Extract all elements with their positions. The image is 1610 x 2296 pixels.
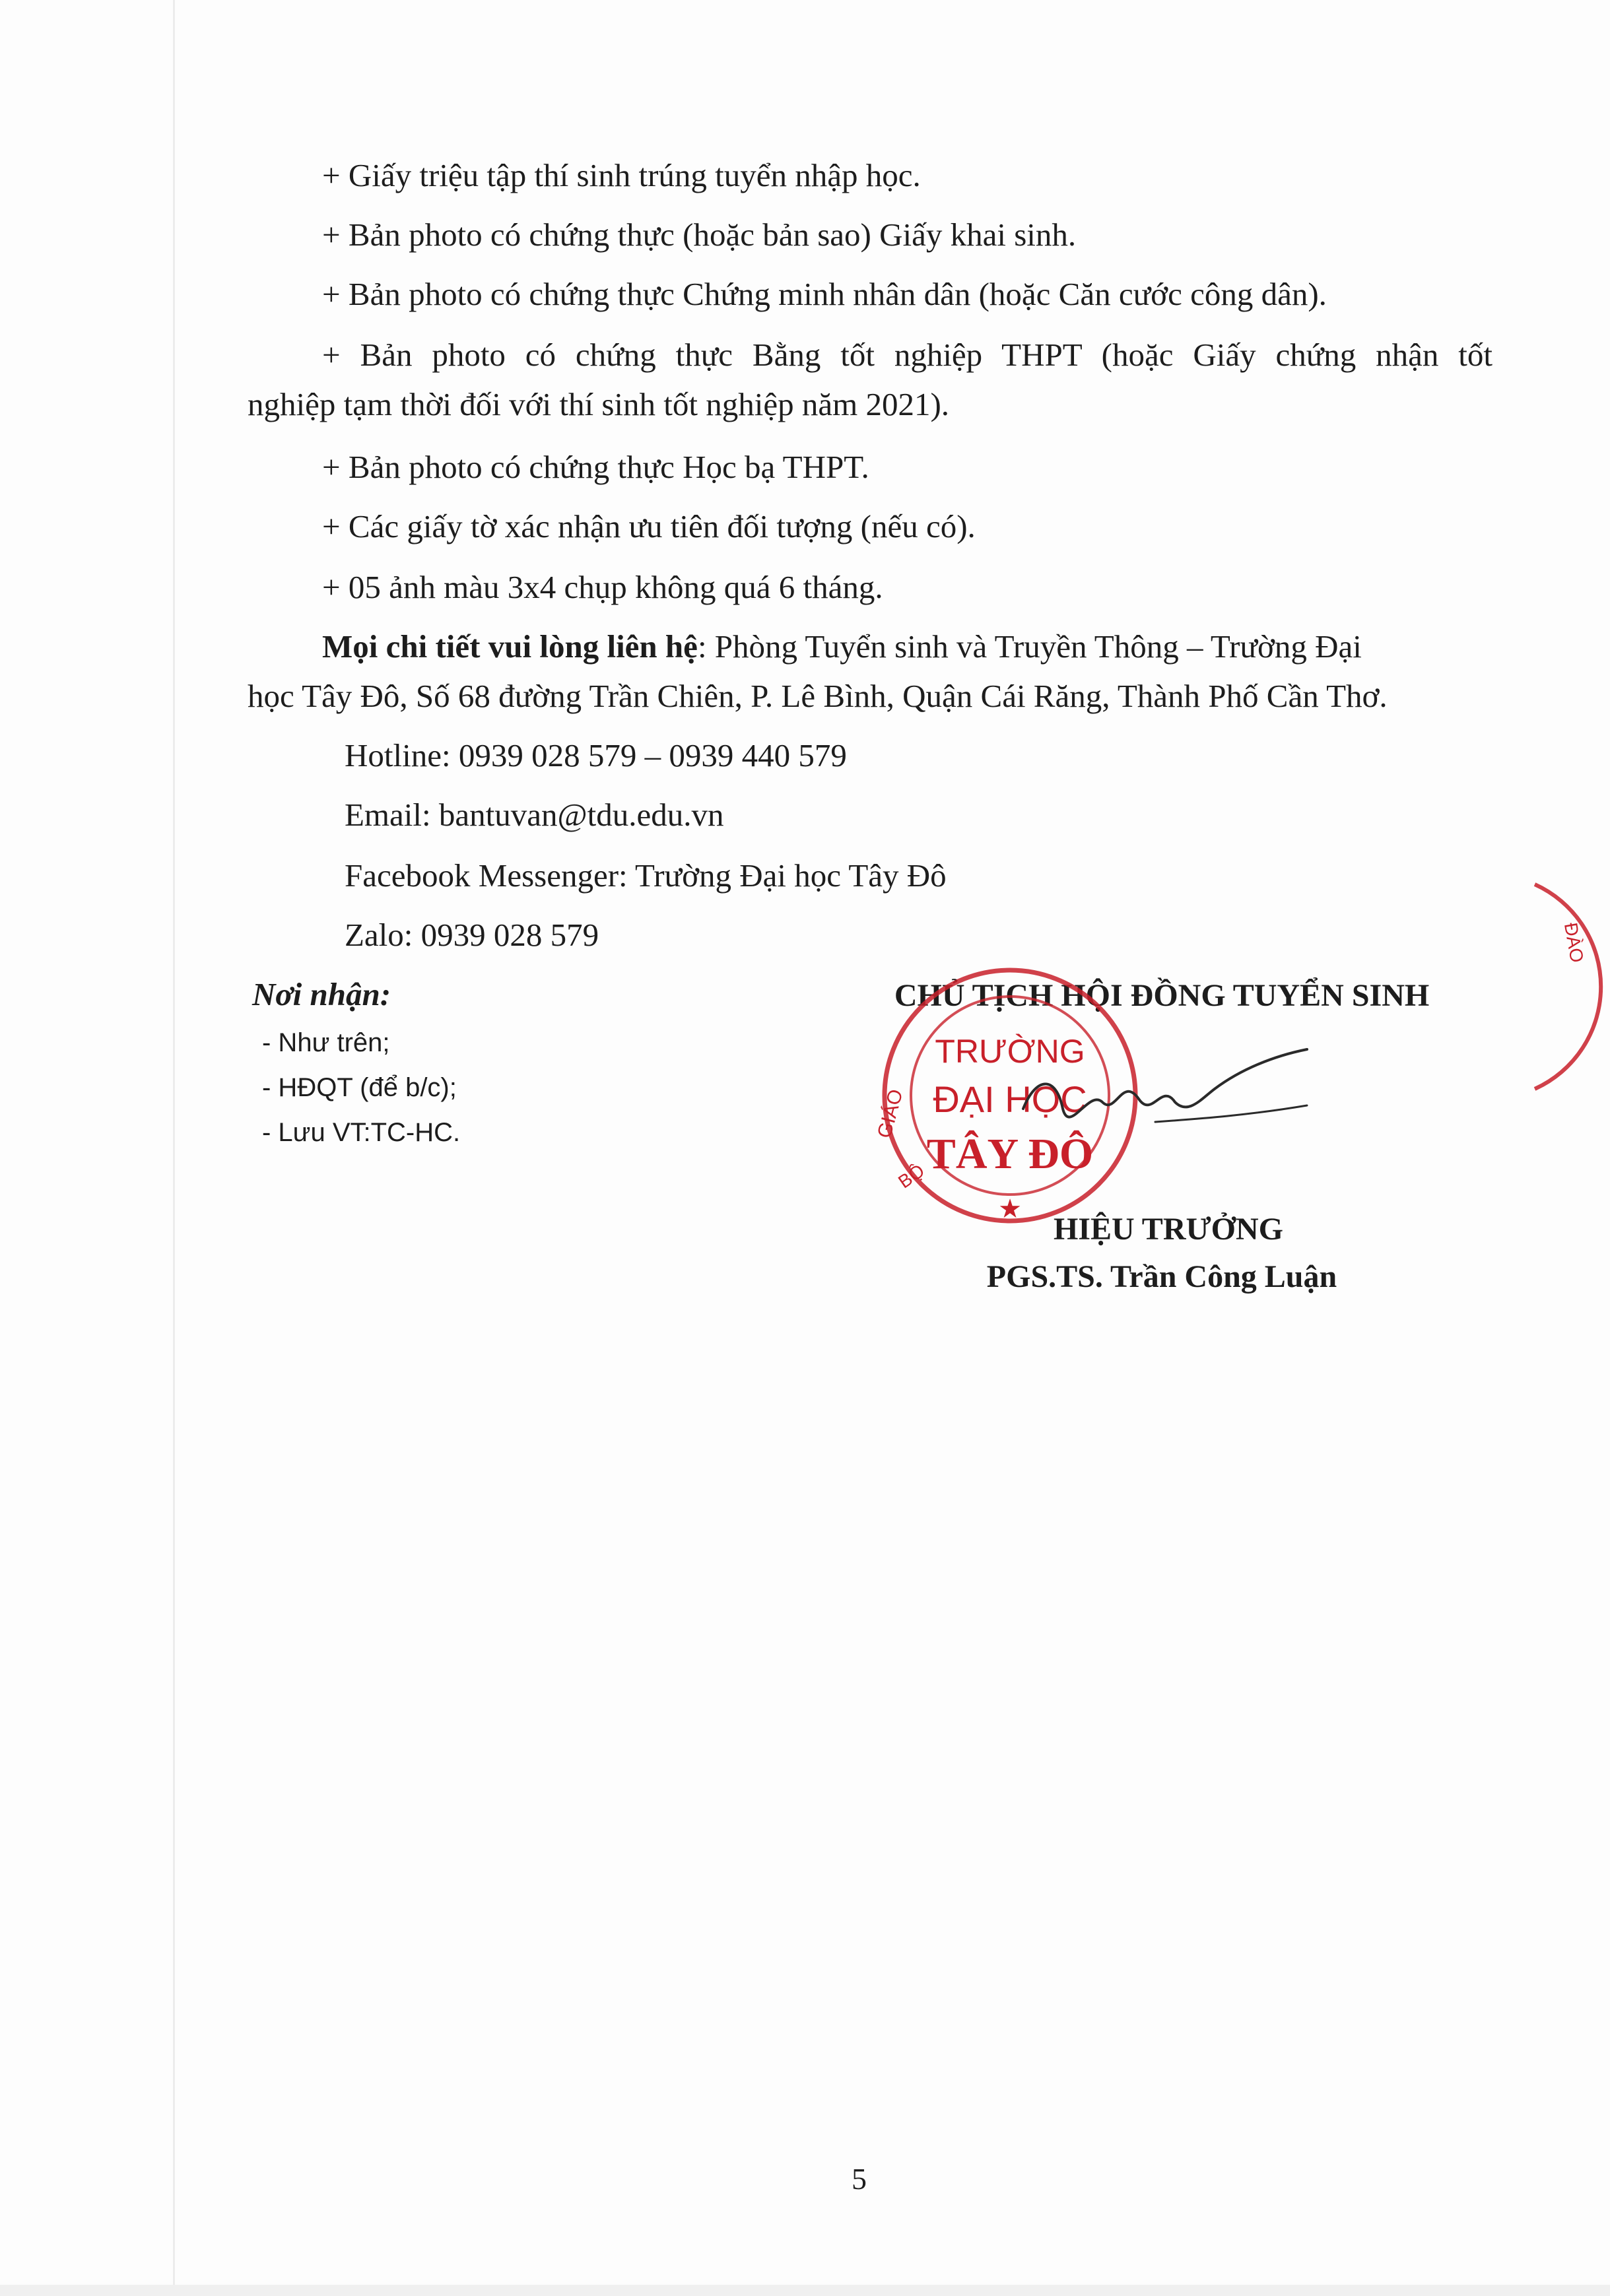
recipient-item: - HĐQT (để b/c); (262, 1073, 457, 1102)
requirement-line: + Bản photo có chứng thực (hoặc bản sao) Giấy khai sinh. (322, 216, 1077, 253)
facebook: Facebook Messenger: Trường Đại học Tây Đô (345, 857, 947, 894)
requirement-line: + Bản photo có chứng thực Chứng minh nhân dân (hoặc Căn cước công dân). (322, 276, 1327, 312)
stamp2-ring-right: ĐÀO (1560, 921, 1588, 964)
stamp-ring-bottom: BỘ (894, 1160, 929, 1193)
email: Email: bantuvan@tdu.edu.vn (345, 797, 724, 833)
recipients-title: Nơi nhận: (252, 976, 391, 1012)
stamp-line2: ĐẠI HỌC (933, 1078, 1087, 1120)
page-number: 5 (852, 2162, 867, 2196)
contact-line1-rest: : Phòng Tuyển sinh và Truyền Thông – Trường Đại (697, 628, 1362, 665)
contact-label: Mọi chi tiết vui lòng liên hệ (322, 628, 698, 665)
zalo: Zalo: 0939 028 579 (345, 917, 599, 953)
requirement-line: + 05 ảnh màu 3x4 chụp không quá 6 tháng. (322, 569, 883, 605)
handwritten-signature (1010, 1036, 1320, 1148)
signature-role: HIỆU TRƯỞNG (1053, 1212, 1284, 1247)
contact-line-2: học Tây Đô, Số 68 đường Trần Chiên, P. Lê Bình, Quận Cái Răng, Thành Phố Cần Thơ. (248, 678, 1388, 714)
requirement-line: nghiệp tạm thời đối với thí sinh tốt nghiệp năm 2021). (248, 386, 950, 422)
requirement-line: + Giấy triệu tập thí sinh trúng tuyển nhập học. (322, 157, 921, 193)
scan-edge-left (173, 0, 175, 2296)
signature-position: CHỦ TỊCH HỘI ĐỒNG TUYỂN SINH (894, 978, 1430, 1013)
recipient-item: - Lưu VT:TC-HC. (262, 1118, 461, 1147)
star-icon: ★ (998, 1194, 1022, 1224)
stamp-line1: TRƯỜNG (935, 1033, 1085, 1070)
requirement-line: + Bản photo có chứng thực Học bạ THPT. (322, 449, 869, 485)
recipient-item: - Như trên; (262, 1028, 390, 1057)
scan-edge-bottom (0, 2285, 1610, 2296)
partial-stamp (1522, 878, 1610, 1096)
stamp-ring-left: GIÁO (873, 1087, 908, 1141)
contact-line-1 (322, 627, 1362, 667)
requirement-line: + Bản photo có chứng thực Bằng tốt nghiệp THPT (hoặc Giấy chứng nhận tốt (322, 337, 1493, 373)
signer-name: PGS.TS. Trần Công Luận (986, 1259, 1337, 1294)
stamp-line3: TÂY ĐÔ (926, 1130, 1094, 1178)
hotline: Hotline: 0939 028 579 – 0939 440 579 (345, 737, 847, 773)
requirement-line: + Các giấy tờ xác nhận ưu tiên đối tượng (nếu có). (322, 508, 976, 544)
